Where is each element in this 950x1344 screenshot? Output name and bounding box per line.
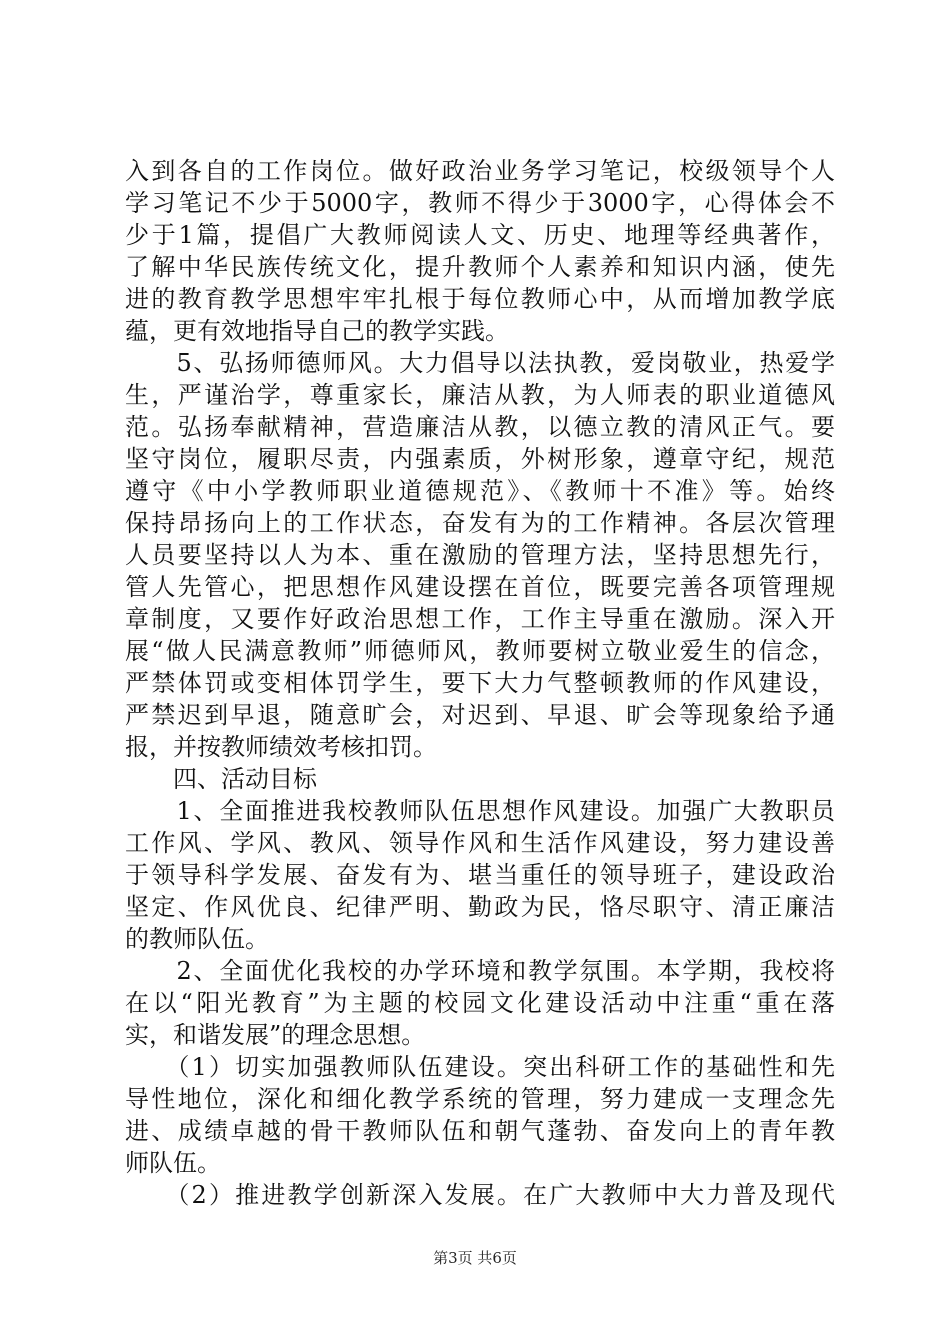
text-line: 少于1篇，提倡广大教师阅读人文、历史、地理等经典著作， xyxy=(125,221,835,249)
text-line: 工作风、学风、教风、领导作风和生活作风建设，努力建设善 xyxy=(125,829,835,857)
text-line: 进、成绩卓越的骨干教师队伍和朝气蓬勃、奋发向上的青年教 xyxy=(125,1117,835,1145)
text-line: 展“做人民满意教师”师德师风，教师要树立敬业爱生的信念， xyxy=(125,637,835,665)
text-line: 报，并按教师绩效考核扣罚。 xyxy=(125,733,437,761)
body-text xyxy=(125,155,835,1211)
text-line: 四、活动目标 xyxy=(125,765,317,793)
text-line: 入到各自的工作岗位。做好政治业务学习笔记，校级领导个人 xyxy=(125,157,835,185)
text-line: 学习笔记不少于5000字，教师不得少于3000字，心得体会不 xyxy=(125,189,835,217)
text-line: 范。弘扬奉献精神，营造廉洁从教，以德立教的清风正气。要 xyxy=(125,413,835,441)
text-line: 了解中华民族传统文化，提升教师个人素养和知识内涵，使先 xyxy=(125,253,835,281)
text-line: （2）推进教学创新深入发展。在广大教师中大力普及现代 xyxy=(125,1181,835,1209)
text-line: 保持昂扬向上的工作状态，奋发有为的工作精神。各层次管理 xyxy=(125,509,835,537)
text-line: 章制度，又要作好政治思想工作，工作主导重在激励。深入开 xyxy=(125,605,835,633)
text-line: 管人先管心，把思想作风建设摆在首位，既要完善各项管理规 xyxy=(125,573,835,601)
text-line: 遵守《中小学教师职业道德规范》、《教师十不准》等。始终 xyxy=(125,477,835,505)
text-line: 进的教育教学思想牢牢扎根于每位教师心中，从而增加教学底 xyxy=(125,285,835,313)
text-line: 2、全面优化我校的办学环境和教学氛围。本学期，我校将 xyxy=(125,957,835,985)
text-line: 实，和谐发展”的理念思想。 xyxy=(125,1021,426,1049)
text-line: 的教师队伍。 xyxy=(125,925,269,953)
text-line: （1）切实加强教师队伍建设。突出科研工作的基础性和先 xyxy=(125,1053,835,1081)
text-line: 人员要坚持以人为本、重在激励的管理方法，坚持思想先行， xyxy=(125,541,835,569)
page-footer: 第3页 共6页 xyxy=(433,1249,517,1267)
text-line: 于领导科学发展、奋发有为、堪当重任的领导班子，建设政治 xyxy=(125,861,835,889)
text-line: 坚定、作风优良、纪律严明、勤政为民，恪尽职守、清正廉洁 xyxy=(125,893,835,921)
text-line: 师队伍。 xyxy=(125,1149,221,1177)
text-line: 严禁迟到早退，随意旷会，对迟到、早退、旷会等现象给予通 xyxy=(125,701,835,729)
text-line: 严禁体罚或变相体罚学生，要下大力气整顿教师的作风建设， xyxy=(125,669,835,697)
text-line: 坚守岗位，履职尽责，内强素质，外树形象，遵章守纪，规范 xyxy=(125,445,835,473)
text-line: 5、弘扬师德师风。大力倡导以法执教，爱岗敬业，热爱学 xyxy=(125,349,835,377)
text-line: 导性地位，深化和细化教学系统的管理，努力建成一支理念先 xyxy=(125,1085,835,1113)
text-line: 蕴，更有效地指导自己的教学实践。 xyxy=(125,317,509,345)
text-line: 生，严谨治学，尊重家长，廉洁从教，为人师表的职业道德风 xyxy=(125,381,835,409)
text-line: 1、全面推进我校教师队伍思想作风建设。加强广大教职员 xyxy=(125,797,835,825)
text-line: 在以“阳光教育”为主题的校园文化建设活动中注重“重在落 xyxy=(125,989,835,1017)
